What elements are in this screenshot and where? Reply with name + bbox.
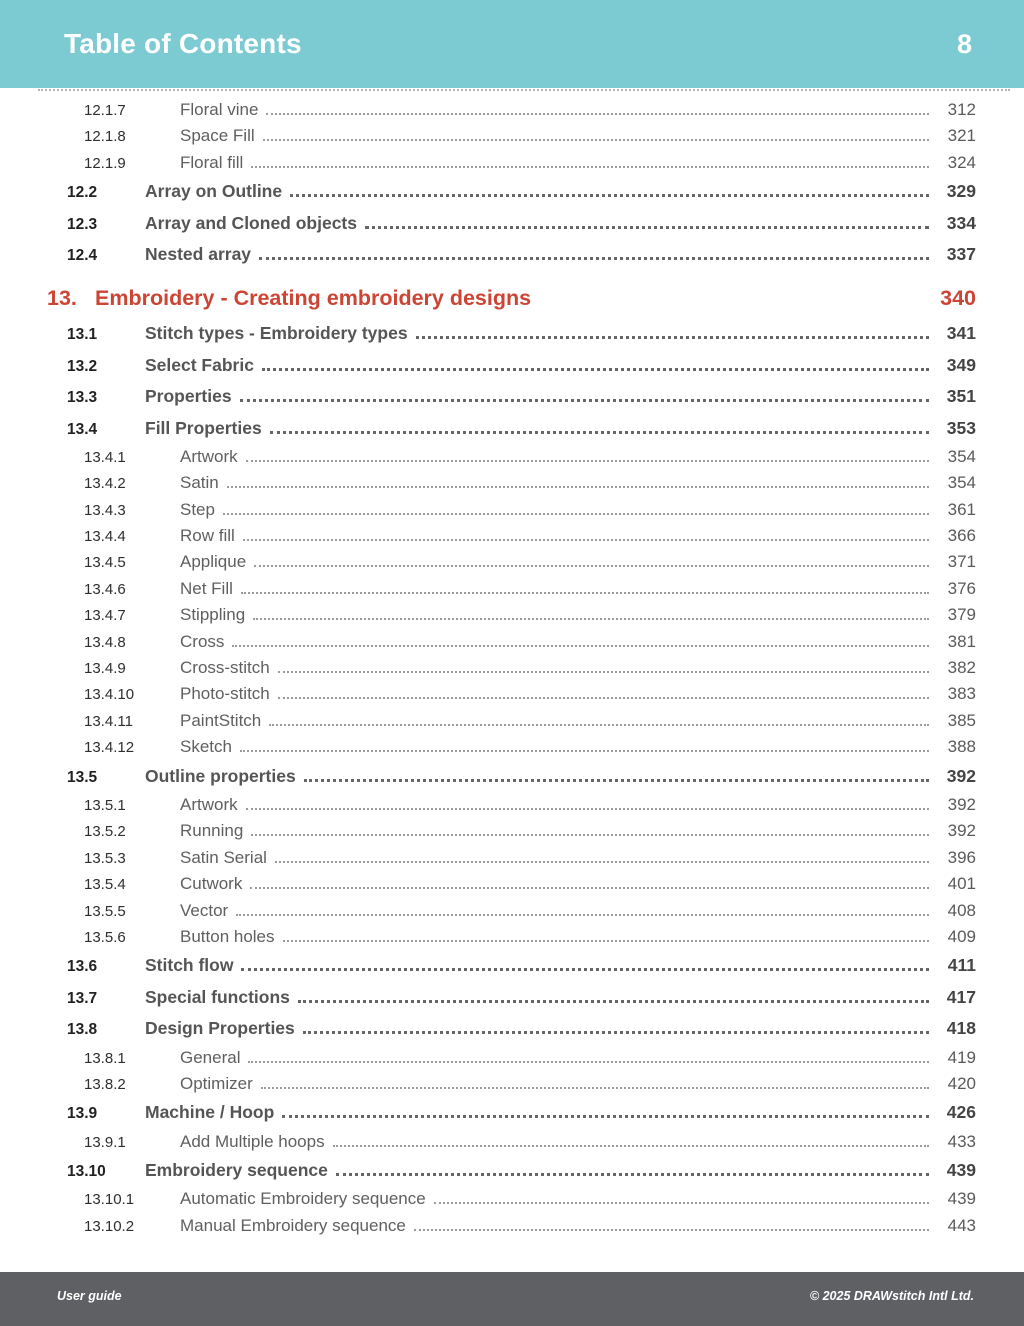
toc-entry-page: 443 <box>947 1215 976 1235</box>
dotted-leader <box>416 336 929 339</box>
toc-entry-number: 13.9 <box>67 1105 98 1123</box>
toc-entry-number: 13.4.5 <box>84 554 126 572</box>
toc-entry-page: 337 <box>946 243 976 264</box>
toc-entry-title: Machine / Hoop <box>145 1102 275 1123</box>
toc-entry-number: 13.5 <box>67 768 98 786</box>
dotted-leader <box>254 565 929 567</box>
toc-entry-title: Optimizer <box>180 1073 253 1093</box>
toc-entry-page: 312 <box>947 100 976 119</box>
dotted-leader <box>270 431 929 434</box>
dotted-leader <box>241 592 929 594</box>
toc-entry-page: 385 <box>947 710 976 730</box>
toc-entry-page: 439 <box>946 1160 976 1181</box>
dotted-leader <box>266 113 929 115</box>
toc-entry-number: 13.4.6 <box>84 580 126 598</box>
toc-entry-page: 401 <box>947 874 976 894</box>
dotted-leader <box>336 1173 929 1176</box>
dotted-leader <box>246 460 929 462</box>
toc-entry-number: 13.5.6 <box>84 928 126 946</box>
toc-entry-title: Add Multiple hoops <box>180 1131 325 1151</box>
toc-entry-number: 13.2 <box>67 357 98 375</box>
toc-entry-title: Stippling <box>180 605 246 625</box>
toc-entry-page: 321 <box>947 126 976 146</box>
toc-entry-title: Running <box>180 821 244 841</box>
toc-entry-number: 13.4.4 <box>84 528 126 546</box>
toc-entry-page: 417 <box>946 986 976 1007</box>
toc-entry-number: 13.10.1 <box>84 1191 135 1209</box>
toc-entry-page: 392 <box>947 794 976 814</box>
toc-entry-number: 13.7 <box>67 989 98 1007</box>
toc-entry-page: 379 <box>947 605 976 625</box>
footer-doc-title: User guide <box>57 1289 122 1303</box>
toc-entry <box>0 549 1024 575</box>
toc-entry <box>0 350 1024 381</box>
toc-entry-page: 351 <box>946 386 976 407</box>
toc-entry-page: 433 <box>947 1131 976 1151</box>
toc-entry-number: 13.10.2 <box>84 1217 135 1235</box>
toc-entry-title: Automatic Embroidery sequence <box>180 1189 426 1209</box>
dotted-leader <box>262 368 929 371</box>
toc-entry <box>0 176 1024 207</box>
toc-entry-page: 420 <box>947 1073 976 1093</box>
toc-entry-page: 409 <box>947 926 976 946</box>
toc-entry <box>0 924 1024 950</box>
toc-entry-page: 392 <box>947 821 976 841</box>
toc-entry-title: Photo-stitch <box>180 684 270 704</box>
dotted-leader <box>251 834 929 836</box>
toc-entry-title: Stitch types - Embroidery types <box>145 323 408 344</box>
toc-entry-page: 439 <box>947 1189 976 1209</box>
toc-entry-title: Artwork <box>180 794 238 814</box>
toc-entry-title: Net Fill <box>180 578 233 598</box>
toc-chapter-heading <box>0 281 1024 315</box>
toc-entry-page: 371 <box>947 552 976 572</box>
toc-entry-number: 12.1.9 <box>84 154 126 172</box>
dotted-leader <box>263 139 929 141</box>
toc-entry-title: Step <box>180 499 215 519</box>
toc-entry-page: 334 <box>946 212 976 233</box>
toc-entry <box>0 208 1024 239</box>
toc-entry <box>0 681 1024 707</box>
dotted-leader <box>236 914 929 916</box>
toc-entry-title: Array on Outline <box>145 181 283 202</box>
dotted-leader <box>365 226 929 229</box>
toc-entry-title: Nested array <box>145 243 252 264</box>
dotted-leader <box>303 1031 929 1034</box>
toc-entry <box>0 602 1024 628</box>
toc-entry-title: Cross-stitch <box>180 658 270 678</box>
toc-entry <box>0 444 1024 470</box>
page-title: Table of Contents <box>64 28 302 59</box>
toc-entry-page: 349 <box>946 354 976 375</box>
toc-entry-number: 13. <box>47 286 77 311</box>
toc-entry-title: Artwork <box>180 446 238 466</box>
toc-entry <box>0 734 1024 760</box>
toc-entry-title: Select Fabric <box>145 354 254 375</box>
toc-entry-number: 13.9.1 <box>84 1133 126 1151</box>
toc-entry-page: 419 <box>947 1047 976 1067</box>
toc-entry-number: 13.5.4 <box>84 876 126 894</box>
toc-entry-page: 392 <box>946 765 976 786</box>
toc-entry-number: 13.4.10 <box>84 686 135 704</box>
toc-entry-number: 12.1.8 <box>84 128 126 146</box>
toc-entry-page: 408 <box>947 900 976 920</box>
toc-entry-number: 12.1.7 <box>84 102 126 119</box>
toc-entry-number: 13.4.7 <box>84 607 126 625</box>
toc-entry-title: Floral fill <box>180 152 244 172</box>
toc-entry <box>0 576 1024 602</box>
header-page-number: 8 <box>956 28 972 59</box>
toc-entry-title: Manual Embroidery sequence <box>180 1215 406 1235</box>
dotted-leader <box>240 750 929 752</box>
dotted-leader <box>278 671 929 673</box>
toc-entry-title: Cutwork <box>180 874 243 894</box>
dotted-leader <box>290 194 929 197</box>
dotted-leader <box>227 486 929 488</box>
toc-entry <box>0 1186 1024 1212</box>
dotted-leader <box>241 968 929 971</box>
toc-entry-title: Embroidery sequence <box>145 1160 328 1181</box>
toc-entry-title: Cross <box>180 631 225 651</box>
dotted-leader <box>246 808 929 810</box>
toc-entry-number: 13.4.8 <box>84 633 126 651</box>
toc-entry-number: 13.4.2 <box>84 475 126 493</box>
toc-entry <box>0 1213 1024 1239</box>
toc-entry-page: 396 <box>947 847 976 867</box>
toc-entry-number: 13.5.3 <box>84 849 126 867</box>
toc-entry <box>0 845 1024 871</box>
toc-entry-title: Sketch <box>180 737 232 757</box>
toc-entry-title: Properties <box>145 386 232 407</box>
dotted-leader <box>243 539 929 541</box>
footer-copyright: © 2025 DRAWstitch Intl Ltd. <box>809 1289 974 1303</box>
dotted-leader <box>275 861 929 863</box>
dotted-leader <box>259 257 929 260</box>
page-header <box>0 0 1024 88</box>
toc-entry-number: 13.10 <box>67 1163 106 1181</box>
toc-entry-page: 324 <box>947 152 976 172</box>
toc-entry <box>0 497 1024 523</box>
toc-entry-title: Applique <box>180 552 247 572</box>
toc-entry-page: 383 <box>947 684 976 704</box>
dotted-leader <box>414 1229 929 1231</box>
toc-entry <box>0 1129 1024 1155</box>
dotted-leader <box>250 887 929 889</box>
dotted-leader <box>298 1000 929 1003</box>
dotted-leader <box>304 779 929 782</box>
toc-entry-title: Array and Cloned objects <box>145 212 357 233</box>
toc-entry-number: 13.4.1 <box>84 448 126 466</box>
dotted-leader <box>282 1115 929 1118</box>
dotted-leader <box>248 1061 929 1063</box>
toc-entry-title: Special functions <box>145 986 290 1007</box>
toc-entry <box>0 1045 1024 1071</box>
toc-entry <box>0 655 1024 681</box>
toc-entry <box>0 470 1024 496</box>
toc-entry <box>0 792 1024 818</box>
toc-entry-page: 340 <box>940 286 976 311</box>
toc-entry <box>0 818 1024 844</box>
toc-entry-page: 353 <box>946 417 976 438</box>
toc-entry <box>0 950 1024 981</box>
dotted-leader <box>278 697 929 699</box>
toc-entry-number: 13.8.1 <box>84 1049 126 1067</box>
toc-entry <box>0 413 1024 444</box>
toc-entry-page: 388 <box>947 737 976 757</box>
toc-entry <box>0 708 1024 734</box>
toc-entry-title: General <box>180 1047 241 1067</box>
toc-entry-page: 366 <box>947 526 976 546</box>
toc-entry-number: 13.6 <box>67 958 98 976</box>
toc-entry-title: Space Fill <box>180 126 255 146</box>
toc-entry-number: 12.4 <box>67 246 98 264</box>
dotted-leader <box>232 645 929 647</box>
toc-entry <box>0 123 1024 149</box>
toc-entry-title: Stitch flow <box>145 955 234 976</box>
toc-entry <box>0 523 1024 549</box>
toc-entry-title: Outline properties <box>145 765 296 786</box>
toc-entry-title: Vector <box>180 900 229 920</box>
toc-entry <box>0 629 1024 655</box>
toc-entry <box>0 1071 1024 1097</box>
toc-entry-title: Fill Properties <box>145 417 262 438</box>
toc-entry-number: 13.4 <box>67 420 98 438</box>
toc-entry-number: 13.5.5 <box>84 902 126 920</box>
toc-entry <box>0 898 1024 924</box>
toc-entry-title: Design Properties <box>145 1018 295 1039</box>
toc-entry-title: Satin <box>180 473 219 493</box>
toc-entry-page: 382 <box>947 658 976 678</box>
toc-entry <box>0 381 1024 412</box>
toc-entry-page: 329 <box>946 181 976 202</box>
toc-entry-number: 12.3 <box>67 215 98 233</box>
toc-entry-number: 13.4.12 <box>84 739 135 757</box>
toc-entry <box>0 1155 1024 1186</box>
toc-entry <box>0 239 1024 270</box>
toc-entry-number: 13.8 <box>67 1021 98 1039</box>
toc-entry-title: Button holes <box>180 926 275 946</box>
toc-entry-page: 354 <box>947 473 976 493</box>
page-footer <box>0 1272 1024 1326</box>
toc-entry-title: Floral vine <box>180 100 259 119</box>
dotted-leader <box>434 1202 929 1204</box>
toc-entry-title: PaintStitch <box>180 710 262 730</box>
dotted-leader <box>283 940 929 942</box>
toc-entry-number: 13.4.3 <box>84 501 126 519</box>
toc-entry-page: 381 <box>947 631 976 651</box>
toc-entry-page: 341 <box>946 323 976 344</box>
toc-entry-page: 354 <box>947 446 976 466</box>
toc-entry-page: 426 <box>946 1102 976 1123</box>
toc-entry-page: 361 <box>947 499 976 519</box>
toc-entry <box>0 1013 1024 1044</box>
dotted-leader <box>261 1087 929 1089</box>
toc-entry <box>0 982 1024 1013</box>
dotted-leader <box>240 399 929 402</box>
toc-entry-title: Satin Serial <box>180 847 267 867</box>
toc-entry-number: 13.3 <box>67 389 98 407</box>
toc-list <box>0 88 1024 1239</box>
toc-entry-title: Embroidery - Creating embroidery designs <box>95 286 532 311</box>
toc-entry <box>0 97 1024 123</box>
dotted-leader <box>253 618 929 620</box>
toc-entry-number: 13.5.1 <box>84 796 126 814</box>
toc-entry-number: 13.1 <box>67 326 98 344</box>
toc-entry-page: 411 <box>947 955 976 976</box>
toc-entry-page: 376 <box>947 578 976 598</box>
toc-entry <box>0 150 1024 176</box>
toc-entry <box>0 761 1024 792</box>
dotted-leader <box>251 166 929 168</box>
toc-entry-number: 12.2 <box>67 184 98 202</box>
toc-entry-page: 418 <box>946 1018 976 1039</box>
toc-entry-number: 13.8.2 <box>84 1075 126 1093</box>
toc-entry-number: 13.4.9 <box>84 660 126 678</box>
toc-entry <box>0 318 1024 349</box>
dotted-leader <box>223 513 929 515</box>
dotted-leader <box>333 1145 929 1147</box>
toc-entry-title: Row fill <box>180 526 235 546</box>
dotted-leader <box>269 724 929 726</box>
toc-entry <box>0 871 1024 897</box>
toc-entry <box>0 1097 1024 1128</box>
toc-entry-number: 13.4.11 <box>84 712 133 730</box>
toc-entry-number: 13.5.2 <box>84 823 126 841</box>
